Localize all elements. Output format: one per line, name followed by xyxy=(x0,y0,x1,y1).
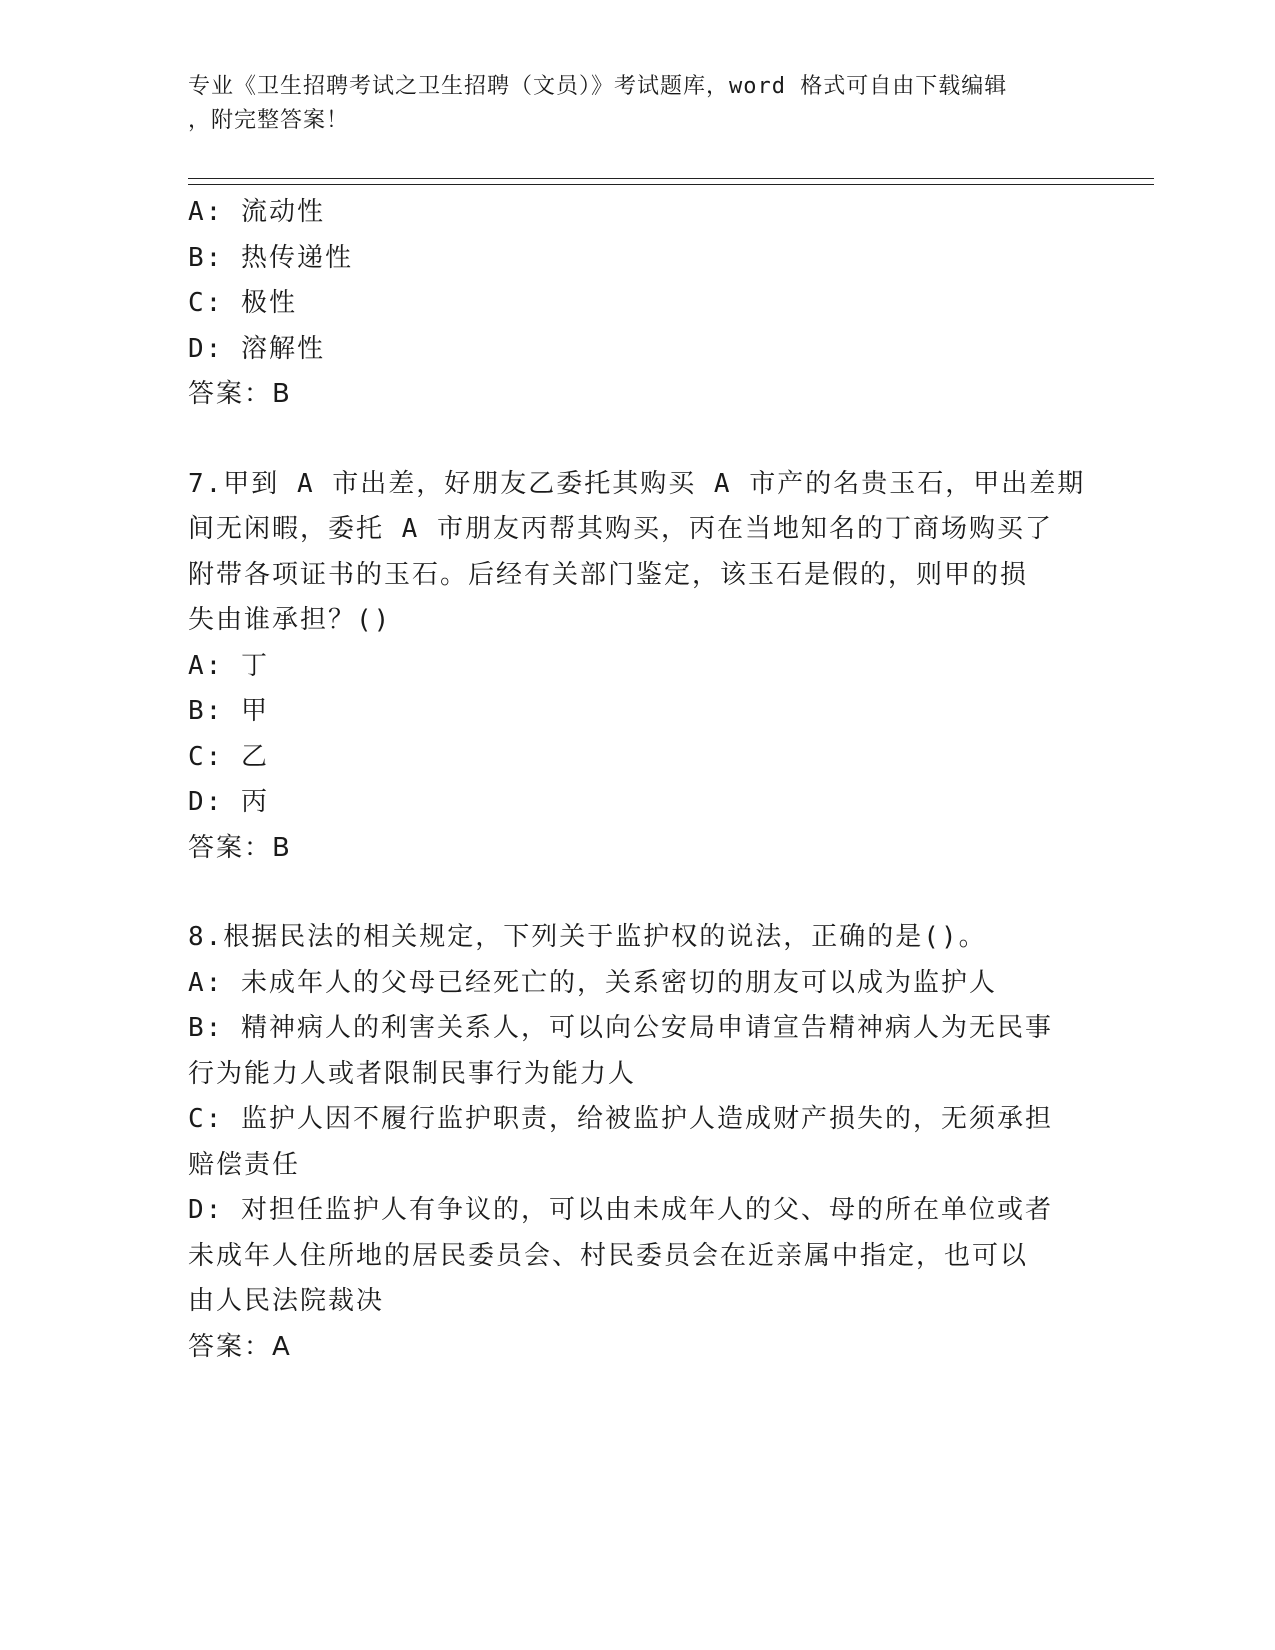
option-a: A: 丁 xyxy=(188,650,269,681)
option-b-line: B: 精神病人的利害关系人，可以向公安局申请宣告精神病人为无民事 xyxy=(188,1013,1053,1043)
document-header xyxy=(188,70,1068,138)
header-line-2: ，附完整答案！ xyxy=(188,108,350,133)
option-a: A: 流动性 xyxy=(188,197,325,227)
option-d: D: 丙 xyxy=(188,787,269,817)
option-c-line: C: 监护人因不履行监护职责，给被监护人造成财产损失的，无须承担 xyxy=(188,1104,1053,1134)
header-divider-top xyxy=(188,178,1154,179)
option-b-line: 行为能力人或者限制民事行为能力人 xyxy=(188,1058,637,1089)
option-c: C: 极性 xyxy=(188,288,297,318)
option-d: D: 溶解性 xyxy=(188,333,325,364)
question-stem-line: 附带各项证书的玉石。后经有关部门鉴定，该玉石是假的，则甲的损 xyxy=(188,559,1029,590)
question-7 xyxy=(188,462,1088,872)
question-6 xyxy=(188,190,1088,418)
option-a: A: 未成年人的父母已经死亡的，关系密切的朋友可以成为监护人 xyxy=(188,967,997,998)
option-d-line: D: 对担任监护人有争议的，可以由未成年人的父、母的所在单位或者 xyxy=(188,1195,1053,1225)
option-d-line: 未成年人住所地的居民委员会、村民委员会在近亲属中指定，也可以 xyxy=(188,1240,1029,1271)
option-d-line: 由人民法院裁决 xyxy=(188,1286,385,1316)
answer: 答案：A xyxy=(188,1331,292,1362)
spacer xyxy=(188,418,1088,462)
option-c-line: 赔偿责任 xyxy=(188,1149,301,1180)
spacer xyxy=(188,871,1088,915)
header-line-1: 专业《卫生招聘考试之卫生招聘（文员）》考试题库，word 格式可自由下载编辑 xyxy=(188,74,1008,99)
question-stem-line: 失由谁承担？() xyxy=(188,605,392,635)
document-body xyxy=(188,190,1088,1370)
option-b: B: 甲 xyxy=(188,696,269,726)
header-divider-bottom xyxy=(188,184,1154,185)
answer: 答案：B xyxy=(188,832,292,863)
answer: 答案：B xyxy=(188,379,292,409)
question-stem: 8.根据民法的相关规定，下列关于监护权的说法，正确的是()。 xyxy=(188,922,987,952)
question-stem-line: 7.甲到 A 市出差，好朋友乙委托其购买 A 市产的名贵玉石，甲出差期 xyxy=(188,468,1086,499)
option-b: B: 热传递性 xyxy=(188,242,353,273)
question-stem-line: 间无闲暇，委托 A 市朋友丙帮其购买，丙在当地知名的丁商场购买了 xyxy=(188,514,1053,544)
question-8 xyxy=(188,915,1088,1370)
option-c: C: 乙 xyxy=(188,741,269,772)
